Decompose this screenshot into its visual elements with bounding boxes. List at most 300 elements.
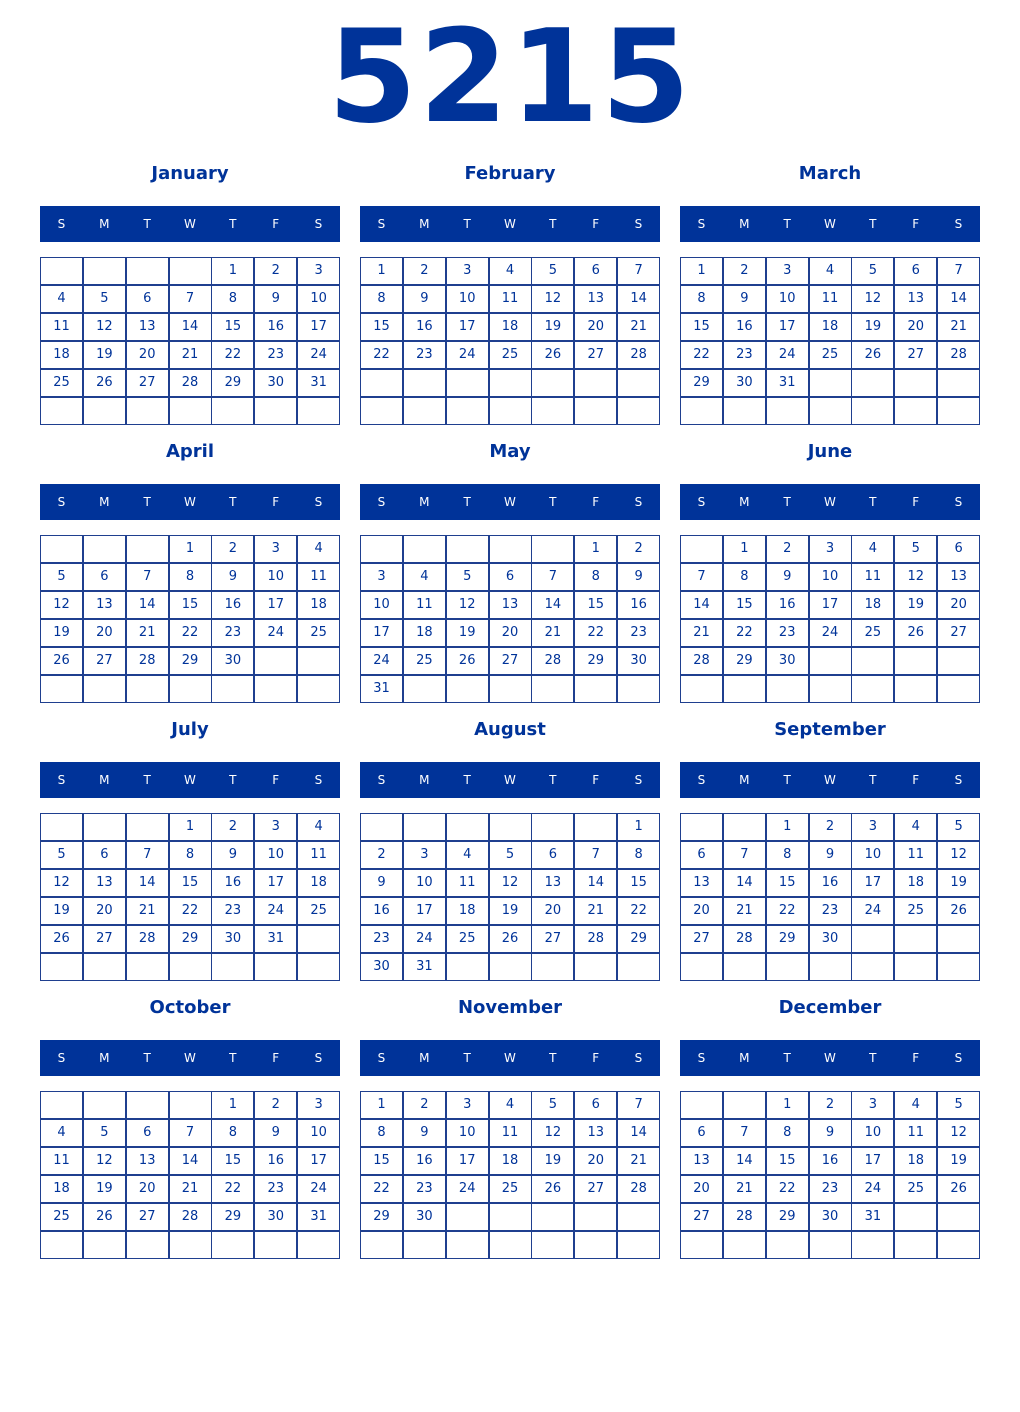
day-cell: 29	[680, 369, 723, 397]
day-cell: 27	[680, 925, 723, 953]
day-cell: 13	[574, 285, 617, 313]
day-cell: 9	[617, 563, 660, 591]
weekday-label: T	[869, 1051, 877, 1065]
day-cell	[937, 647, 980, 675]
weekday-label: T	[869, 217, 877, 231]
day-cell: 1	[211, 1091, 254, 1119]
day-cell: 21	[126, 619, 169, 647]
weekday-label: T	[463, 495, 471, 509]
day-cell: 5	[40, 563, 83, 591]
day-cell	[937, 925, 980, 953]
day-cell: 28	[723, 925, 766, 953]
day-cell	[937, 953, 980, 981]
weekday-label: M	[739, 773, 750, 787]
day-cell: 16	[617, 591, 660, 619]
day-cell: 27	[680, 1203, 723, 1231]
day-cell: 20	[489, 619, 532, 647]
day-cell	[851, 397, 894, 425]
day-cell	[937, 1231, 980, 1259]
day-cell: 19	[40, 619, 83, 647]
day-cell: 6	[83, 563, 126, 591]
day-cell: 8	[169, 563, 212, 591]
day-cell: 17	[360, 619, 403, 647]
day-cell	[809, 1231, 852, 1259]
day-cell: 2	[809, 1091, 852, 1119]
day-cell: 3	[851, 813, 894, 841]
weekday-label: S	[57, 495, 66, 509]
day-cell: 20	[126, 341, 169, 369]
day-cell: 11	[894, 1119, 937, 1147]
day-cell	[851, 675, 894, 703]
day-cell: 24	[851, 897, 894, 925]
day-cell: 13	[531, 869, 574, 897]
weekday-label: T	[783, 217, 791, 231]
month-name: October	[149, 997, 231, 1018]
day-cell	[809, 397, 852, 425]
day-cell	[211, 397, 254, 425]
day-cell	[617, 1203, 660, 1231]
day-cell: 28	[126, 925, 169, 953]
day-cell: 22	[360, 1175, 403, 1203]
day-cell	[360, 535, 403, 563]
day-cell: 20	[574, 1147, 617, 1175]
weekday-label: T	[549, 217, 557, 231]
day-cell	[574, 369, 617, 397]
day-cell: 15	[169, 591, 212, 619]
weekday-label: W	[184, 773, 196, 787]
day-cell	[489, 953, 532, 981]
day-cell	[680, 1091, 723, 1119]
day-cell: 7	[126, 841, 169, 869]
weekday-label: T	[143, 217, 151, 231]
weekday-header	[360, 206, 660, 242]
day-cell: 14	[126, 591, 169, 619]
day-cell: 11	[446, 869, 489, 897]
day-cell: 30	[403, 1203, 446, 1231]
day-cell: 17	[403, 897, 446, 925]
day-cell: 14	[531, 591, 574, 619]
day-cell: 10	[809, 563, 852, 591]
weekday-header	[360, 762, 660, 798]
month-name: November	[457, 997, 563, 1018]
day-cell: 27	[937, 619, 980, 647]
day-cell: 25	[446, 925, 489, 953]
day-cell	[617, 397, 660, 425]
day-cell	[766, 397, 809, 425]
day-cell: 10	[254, 841, 297, 869]
day-cell: 10	[360, 591, 403, 619]
weekday-label: S	[954, 217, 963, 231]
day-cell: 1	[211, 257, 254, 285]
day-cell: 7	[617, 1091, 660, 1119]
day-cell: 10	[851, 1119, 894, 1147]
day-cell: 19	[937, 869, 980, 897]
day-cell: 25	[809, 341, 852, 369]
day-cell	[937, 369, 980, 397]
day-cell	[126, 675, 169, 703]
day-cell	[211, 953, 254, 981]
day-cell: 20	[126, 1175, 169, 1203]
day-cell: 21	[680, 619, 723, 647]
day-cell: 17	[297, 1147, 340, 1175]
day-cell: 14	[169, 1147, 212, 1175]
day-cell	[894, 397, 937, 425]
day-cell	[40, 397, 83, 425]
day-cell: 28	[680, 647, 723, 675]
day-cell: 4	[489, 257, 532, 285]
day-cell: 30	[211, 925, 254, 953]
day-cell	[360, 397, 403, 425]
weekday-label: F	[592, 217, 600, 231]
day-cell	[531, 1203, 574, 1231]
day-cell: 13	[680, 1147, 723, 1175]
weekday-label: T	[229, 1051, 237, 1065]
day-cell: 23	[809, 1175, 852, 1203]
weekday-header	[40, 484, 340, 520]
day-cell	[446, 1203, 489, 1231]
day-cell: 26	[531, 341, 574, 369]
day-cell	[766, 1231, 809, 1259]
weekday-label: S	[697, 1051, 706, 1065]
day-cell	[403, 369, 446, 397]
day-cell: 19	[531, 313, 574, 341]
day-cell: 14	[723, 1147, 766, 1175]
weekday-label: W	[504, 217, 516, 231]
day-cell: 6	[574, 257, 617, 285]
day-cell: 16	[211, 591, 254, 619]
weekday-label: F	[912, 1051, 920, 1065]
day-cell	[297, 953, 340, 981]
day-cell: 22	[723, 619, 766, 647]
day-cell	[894, 925, 937, 953]
day-cell: 9	[809, 1119, 852, 1147]
day-cell	[851, 925, 894, 953]
day-cell	[937, 397, 980, 425]
day-cell: 29	[360, 1203, 403, 1231]
day-cell: 25	[297, 619, 340, 647]
day-cell: 6	[680, 1119, 723, 1147]
day-cell: 29	[723, 647, 766, 675]
day-cell	[574, 675, 617, 703]
day-cell: 29	[211, 369, 254, 397]
weekday-label: T	[229, 495, 237, 509]
day-cell: 20	[574, 313, 617, 341]
weekday-label: T	[143, 1051, 151, 1065]
weekday-label: M	[419, 495, 430, 509]
weekday-label: S	[697, 217, 706, 231]
day-cell: 29	[211, 1203, 254, 1231]
day-cell: 31	[297, 1203, 340, 1231]
day-cell: 14	[617, 285, 660, 313]
day-cell	[574, 953, 617, 981]
day-cell: 15	[360, 1147, 403, 1175]
day-cell	[40, 1091, 83, 1119]
day-cell: 25	[40, 1203, 83, 1231]
day-cell: 3	[360, 563, 403, 591]
day-cell	[809, 647, 852, 675]
day-cell: 26	[531, 1175, 574, 1203]
day-cell: 5	[531, 257, 574, 285]
weekday-label: T	[463, 1051, 471, 1065]
day-cell	[169, 397, 212, 425]
weekday-label: W	[504, 1051, 516, 1065]
weekday-label: W	[184, 217, 196, 231]
day-cell: 18	[40, 341, 83, 369]
day-cell: 10	[851, 841, 894, 869]
weekday-label: T	[549, 1051, 557, 1065]
day-cell	[254, 675, 297, 703]
day-cell	[894, 1231, 937, 1259]
day-cell: 3	[809, 535, 852, 563]
day-cell: 11	[894, 841, 937, 869]
day-cell: 29	[574, 647, 617, 675]
day-cell: 8	[617, 841, 660, 869]
day-cell: 16	[254, 313, 297, 341]
day-cell: 13	[894, 285, 937, 313]
day-cell: 29	[617, 925, 660, 953]
day-cell: 16	[254, 1147, 297, 1175]
day-cell: 26	[446, 647, 489, 675]
day-cell: 17	[446, 1147, 489, 1175]
day-cell	[531, 813, 574, 841]
day-cell: 18	[489, 1147, 532, 1175]
weekday-label: T	[783, 495, 791, 509]
day-cell: 30	[254, 369, 297, 397]
day-cell	[894, 953, 937, 981]
day-cell	[574, 1203, 617, 1231]
day-cell	[809, 369, 852, 397]
day-cell: 8	[680, 285, 723, 313]
day-cell: 9	[766, 563, 809, 591]
day-cell: 1	[169, 813, 212, 841]
day-cell: 14	[937, 285, 980, 313]
weekday-label: W	[504, 773, 516, 787]
weekday-label: T	[143, 773, 151, 787]
day-cell: 22	[169, 897, 212, 925]
day-cell: 22	[169, 619, 212, 647]
day-cell: 6	[83, 841, 126, 869]
day-cell: 27	[574, 341, 617, 369]
day-cell: 5	[937, 1091, 980, 1119]
weekday-label: T	[463, 217, 471, 231]
day-cell	[297, 647, 340, 675]
weekday-label: S	[377, 773, 386, 787]
weekday-header	[360, 1040, 660, 1076]
day-cell: 27	[894, 341, 937, 369]
day-cell: 10	[254, 563, 297, 591]
day-cell: 21	[723, 897, 766, 925]
weekday-label: S	[57, 773, 66, 787]
day-cell: 25	[489, 341, 532, 369]
day-cell	[126, 257, 169, 285]
day-cell: 8	[211, 1119, 254, 1147]
day-cell: 5	[489, 841, 532, 869]
day-cell: 8	[360, 285, 403, 313]
day-cell	[766, 675, 809, 703]
day-cell: 17	[254, 869, 297, 897]
day-cell: 13	[126, 313, 169, 341]
day-cell: 28	[126, 647, 169, 675]
day-cell	[126, 1231, 169, 1259]
day-cell	[403, 1231, 446, 1259]
day-cell	[937, 1203, 980, 1231]
day-cell: 9	[211, 841, 254, 869]
month-name: January	[151, 163, 229, 184]
day-cell: 25	[894, 1175, 937, 1203]
day-cell: 17	[851, 1147, 894, 1175]
day-cell: 18	[894, 1147, 937, 1175]
day-cell: 5	[894, 535, 937, 563]
day-cell: 20	[680, 897, 723, 925]
weekday-header	[360, 484, 660, 520]
day-cell: 22	[211, 341, 254, 369]
day-cell: 25	[403, 647, 446, 675]
weekday-label: W	[184, 495, 196, 509]
weekday-label: F	[272, 1051, 280, 1065]
day-cell: 16	[211, 869, 254, 897]
day-cell: 4	[40, 1119, 83, 1147]
day-cell	[126, 535, 169, 563]
day-cell: 10	[446, 1119, 489, 1147]
day-cell: 22	[211, 1175, 254, 1203]
day-cell: 24	[446, 1175, 489, 1203]
day-grid	[680, 257, 981, 426]
day-cell: 31	[851, 1203, 894, 1231]
day-cell: 26	[851, 341, 894, 369]
day-cell	[403, 535, 446, 563]
day-cell: 5	[531, 1091, 574, 1119]
day-cell: 6	[489, 563, 532, 591]
weekday-label: S	[634, 495, 643, 509]
day-cell: 11	[297, 841, 340, 869]
day-cell: 30	[723, 369, 766, 397]
day-cell: 3	[446, 257, 489, 285]
day-cell: 23	[254, 1175, 297, 1203]
day-cell	[403, 397, 446, 425]
day-cell: 19	[937, 1147, 980, 1175]
day-cell: 25	[489, 1175, 532, 1203]
day-grid	[360, 1091, 661, 1260]
day-cell: 6	[680, 841, 723, 869]
day-cell: 1	[766, 813, 809, 841]
weekday-label: T	[463, 773, 471, 787]
day-cell: 16	[809, 1147, 852, 1175]
day-cell: 10	[297, 1119, 340, 1147]
day-cell	[126, 813, 169, 841]
day-cell: 23	[617, 619, 660, 647]
day-cell: 4	[894, 813, 937, 841]
weekday-label: S	[697, 773, 706, 787]
day-cell: 5	[851, 257, 894, 285]
day-cell: 9	[360, 869, 403, 897]
day-cell: 2	[403, 1091, 446, 1119]
day-cell	[403, 813, 446, 841]
day-cell: 30	[766, 647, 809, 675]
day-cell: 3	[297, 1091, 340, 1119]
weekday-label: M	[419, 773, 430, 787]
day-cell: 25	[297, 897, 340, 925]
day-cell	[489, 675, 532, 703]
month-name: August	[474, 719, 546, 740]
weekday-label: T	[549, 495, 557, 509]
day-cell: 26	[83, 369, 126, 397]
day-cell	[531, 1231, 574, 1259]
day-cell	[617, 953, 660, 981]
day-cell: 13	[83, 869, 126, 897]
day-cell	[937, 675, 980, 703]
weekday-label: W	[824, 495, 836, 509]
day-grid	[360, 813, 661, 982]
day-cell: 8	[766, 841, 809, 869]
day-cell	[126, 953, 169, 981]
day-cell: 4	[403, 563, 446, 591]
day-cell: 31	[403, 953, 446, 981]
day-cell: 20	[894, 313, 937, 341]
weekday-label: S	[954, 1051, 963, 1065]
day-grid	[680, 813, 981, 982]
day-cell: 20	[680, 1175, 723, 1203]
day-cell: 19	[40, 897, 83, 925]
weekday-label: T	[869, 495, 877, 509]
day-cell: 1	[617, 813, 660, 841]
weekday-label: T	[143, 495, 151, 509]
day-cell: 24	[403, 925, 446, 953]
day-cell: 13	[83, 591, 126, 619]
day-cell: 27	[531, 925, 574, 953]
day-cell: 2	[403, 257, 446, 285]
day-cell: 25	[894, 897, 937, 925]
day-cell: 12	[937, 1119, 980, 1147]
day-cell: 8	[169, 841, 212, 869]
day-cell: 18	[809, 313, 852, 341]
day-cell	[894, 647, 937, 675]
day-cell: 31	[254, 925, 297, 953]
day-cell	[809, 953, 852, 981]
day-cell	[489, 397, 532, 425]
day-cell: 16	[403, 313, 446, 341]
day-cell: 7	[617, 257, 660, 285]
day-cell: 2	[723, 257, 766, 285]
day-cell: 24	[809, 619, 852, 647]
day-cell	[254, 1231, 297, 1259]
day-cell	[531, 397, 574, 425]
day-cell	[83, 953, 126, 981]
day-grid	[360, 535, 661, 704]
day-cell: 20	[937, 591, 980, 619]
weekday-label: M	[739, 1051, 750, 1065]
day-cell: 12	[40, 869, 83, 897]
weekday-label: S	[954, 773, 963, 787]
weekday-label: F	[592, 773, 600, 787]
day-cell: 9	[254, 1119, 297, 1147]
day-cell: 31	[297, 369, 340, 397]
day-cell: 9	[403, 285, 446, 313]
day-cell: 1	[680, 257, 723, 285]
day-cell: 24	[297, 1175, 340, 1203]
weekday-label: S	[634, 217, 643, 231]
day-cell: 23	[360, 925, 403, 953]
day-cell: 29	[169, 647, 212, 675]
weekday-label: F	[272, 495, 280, 509]
weekday-label: S	[634, 773, 643, 787]
day-cell: 2	[766, 535, 809, 563]
day-cell: 19	[83, 1175, 126, 1203]
day-cell: 22	[766, 897, 809, 925]
day-cell: 13	[489, 591, 532, 619]
day-cell: 27	[83, 647, 126, 675]
day-cell: 15	[360, 313, 403, 341]
day-cell: 16	[360, 897, 403, 925]
